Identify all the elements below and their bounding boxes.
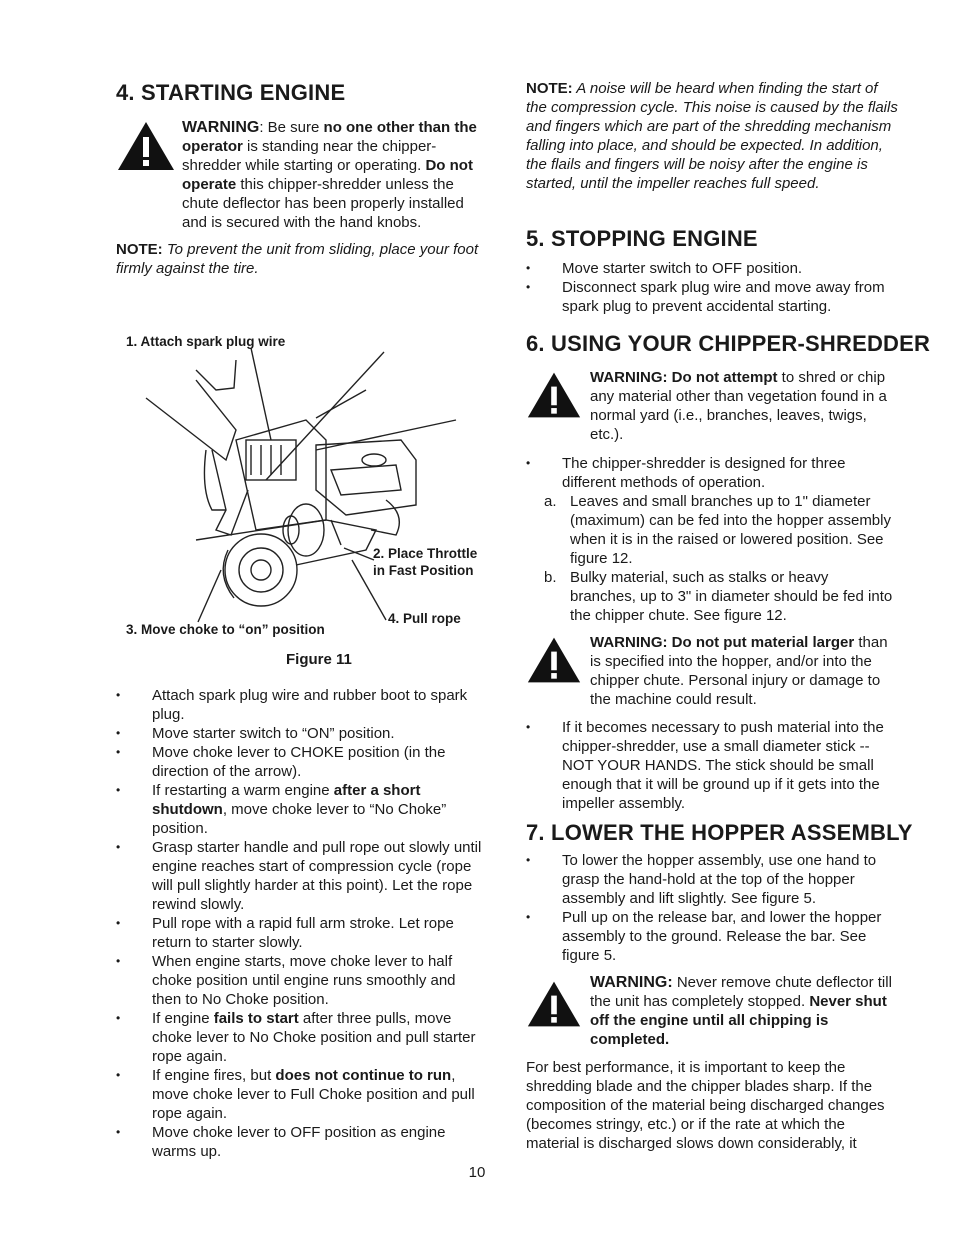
- list-item: • Grasp starter handle and pull rope out slowly until engine reaches start of compression cycle (rope will pull slightly harder at this point). Let the rope rewind slowly.: [116, 838, 488, 914]
- figure-11: [116, 330, 496, 670]
- heading-lower-hopper: 7. LOWER THE HOPPER ASSEMBLY: [526, 820, 913, 845]
- warning-chute-deflector: [526, 973, 898, 1053]
- list-item: • Disconnect spark plug wire and move away from spark plug to prevent accidental starting.: [526, 278, 898, 316]
- warning-material-size: [526, 631, 898, 711]
- warning-starting: [116, 114, 490, 234]
- list-item: • Move choke lever to CHOKE position (in the direction of the arrow).: [116, 743, 488, 781]
- list-item: • If engine fails to start after three pulls, move choke lever to No Choke position and pull starter rope again.: [116, 1009, 488, 1066]
- stopping-list: [526, 259, 898, 316]
- starting-steps-list: [116, 686, 488, 1161]
- using-list-1: [526, 454, 898, 625]
- label-pull-rope: 4. Pull rope: [388, 611, 461, 626]
- warning-chute-deflector-text: WARNING: Never remove chute deflector till the unit has completely stopped. Never shut off the engine until all chipping is completed.: [590, 974, 892, 1048]
- list-item: • Attach spark plug wire and rubber boot to spark plug.: [116, 686, 488, 724]
- paragraph-performance: For best performance, it is important to keep the shredding blade and the chipper blades sharp. If the composition of the material being discharged changes (becomes stringy, etc.) or if the rate at which the material is discharged slows down considerably, it: [526, 1059, 885, 1152]
- heading-using-chipper: 6. USING YOUR CHIPPER-SHREDDER: [526, 331, 931, 356]
- list-item: • Move starter switch to OFF position.: [526, 259, 898, 278]
- note-compression-noise: NOTE: A noise will be heard when finding the start of the compression cycle. This noise is caused by the flails and fingers which are part of the shredding mechanism falling into place, and should be expected. In addition, the flails and fingers will be noisy after the engine is started, until the impeller reaches full speed.: [526, 80, 898, 192]
- list-item: • To lower the hopper assembly, use one hand to grasp the hand-hold at the top of the hopper assembly and lift slightly. See figure 5.: [526, 851, 898, 908]
- heading-starting-engine: 4. STARTING ENGINE: [116, 80, 346, 105]
- note-sliding: NOTE: To prevent the unit from sliding, place your foot firmly against the tire.: [116, 241, 479, 277]
- sub-item-a: a. Leaves and small branches up to 1" diameter (maximum) can be fed into the hopper assembly when it is in the raised or lowered position. See figure 12.: [544, 493, 891, 567]
- warning-starting-text: WARNING: Be sure no one other than the operator is standing near the chipper-shredder while starting or operating. Do not operate this chipper-shredder unless the chute deflector has been properly installed and is secured with the hand knobs.: [182, 119, 477, 231]
- warning-triangle-icon: [116, 120, 176, 172]
- list-item: • If engine fires, but does not continue to run, move choke lever to Full Choke position and pull rope again.: [116, 1066, 488, 1123]
- warning-triangle-icon: [526, 370, 582, 420]
- list-item: • Move starter switch to “ON” position.: [116, 724, 488, 743]
- label-place-throttle-1: 2. Place Throttle: [373, 546, 478, 561]
- list-item: • Pull rope with a rapid full arm stroke. Let rope return to starter slowly.: [116, 914, 488, 952]
- warning-shred: [526, 366, 898, 446]
- label-place-throttle-2: in Fast Position: [373, 563, 474, 578]
- heading-stopping-engine: 5. STOPPING ENGINE: [526, 226, 758, 251]
- list-item: • If it becomes necessary to push material into the chipper-shredder, use a small diameter stick -- NOT YOUR HANDS. The stick should be small enough that it will be ground up if it gets into the impeller assembly.: [526, 718, 898, 813]
- warning-material-size-text: WARNING: Do not put material larger than is specified into the hopper, and/or into the chipper chute. Personal injury or damage to the machine could result.: [590, 634, 888, 708]
- page-number: 10: [468, 1164, 486, 1181]
- label-attach-spark-plug: 1. Attach spark plug wire: [126, 334, 286, 349]
- label-move-choke: 3. Move choke to “on” position: [126, 622, 325, 637]
- lower-hopper-list: [526, 851, 898, 965]
- list-item: • Pull up on the release bar, and lower the hopper assembly to the ground. Release the bar. See figure 5.: [526, 908, 898, 965]
- figure-caption: Figure 11: [286, 651, 352, 668]
- warning-triangle-icon: [526, 979, 582, 1029]
- using-list-2: [526, 718, 898, 813]
- sub-item-b: b. Bulky material, such as stalks or heavy branches, up to 3" in diameter should be fed into the chipper chute. See figure 12.: [544, 569, 893, 624]
- list-item: • Move choke lever to OFF position as engine warms up.: [116, 1123, 488, 1161]
- engine-illustration: [116, 330, 496, 650]
- list-item: • When engine starts, move choke lever to half choke position until engine runs smoothly and then to No Choke position.: [116, 952, 488, 1009]
- warning-shred-text: WARNING: Do not attempt to shred or chip any material other than vegetation found in a normal yard (i.e., branches, leaves, twigs, etc.).: [590, 369, 887, 443]
- warning-triangle-icon: [526, 635, 582, 685]
- list-item: • If restarting a warm engine after a short shutdown, move choke lever to “No Choke” position.: [116, 781, 488, 838]
- list-item: • The chipper-shredder is designed for three different methods of operation. a. Leaves and small branches up to 1" diameter (maximum) can be fed into the hopper assembly when it is in the raised or lowered position. See figure 12. b. Bulky material, such as stalks or heavy branches, up to 3" in diameter should be fed into the chipper chute. See figure 12.: [526, 454, 898, 625]
